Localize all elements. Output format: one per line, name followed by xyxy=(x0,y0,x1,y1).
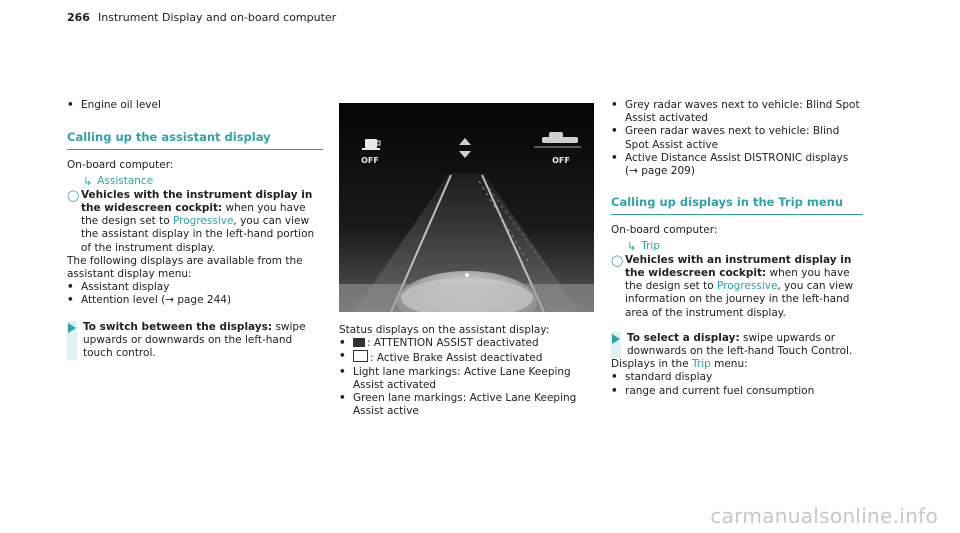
bullet-brake-assist xyxy=(339,350,595,365)
info-note-bold: Vehicles with the instrument display in the widescreen cockpit: xyxy=(81,188,313,215)
info-note-text xyxy=(81,189,323,255)
assistant-display-illustration xyxy=(339,103,594,312)
section-title-assistant: Calling up the assistant display xyxy=(67,131,323,150)
step-arrow-icon xyxy=(68,323,76,333)
info-note-trip-text xyxy=(625,254,863,320)
progressive-link[interactable]: Progressive xyxy=(173,215,234,228)
following-displays-text: The following displays are available from the assistant display menu: xyxy=(67,254,303,281)
watermark: carmanualsonline.info xyxy=(710,504,938,528)
menu-path-assistance[interactable]: Assistance xyxy=(97,174,154,187)
info-bulb-icon: ◯ xyxy=(611,253,624,267)
displays-in-trip xyxy=(611,358,863,371)
bullet-attention-level: • Attention level (→ page 244) xyxy=(67,294,323,307)
section-title-trip: Calling up displays in the Trip menu xyxy=(611,196,863,215)
page-header-title: Instrument Display and on-board computer xyxy=(97,11,337,24)
bullet-standard-display: • standard display xyxy=(611,371,863,384)
onboard-label-trip: On-board computer: xyxy=(611,224,718,237)
step-marker xyxy=(611,332,621,358)
step-select-bold: To select a display: xyxy=(627,331,740,344)
displays-suffix: menu: xyxy=(710,358,748,371)
info-note-text-2: , you can view the assistant display in the left-hand portion of the instrument display. xyxy=(81,215,315,254)
bullet-distronic: • Active Distance Assist DISTRONIC displays (→ page 209) xyxy=(611,152,863,178)
info-bulb-icon: ◯ xyxy=(67,188,80,202)
page-number: 266 xyxy=(67,11,90,24)
trip-link[interactable]: Trip xyxy=(692,358,711,371)
right-status-label: OFF xyxy=(552,156,570,165)
step-select-display xyxy=(611,332,863,358)
bullet-brake-assist-text: : Active Brake Assist deactivated xyxy=(370,352,543,365)
brake-assist-icon xyxy=(353,350,368,362)
column-2-text xyxy=(339,324,595,418)
left-status-label: OFF xyxy=(361,156,379,165)
bullet-green-radar: • Green radar waves next to vehicle: Blind Spot Assist active xyxy=(611,125,863,151)
column-1 xyxy=(67,99,323,360)
bullet-assistant-display: • Assistant display xyxy=(67,281,323,294)
assistant-display-image xyxy=(339,103,594,312)
step-text xyxy=(83,321,323,361)
menu-arrow-icon: ↳ xyxy=(627,239,637,253)
displays-prefix: Displays in the xyxy=(611,358,692,371)
page-header xyxy=(67,11,336,24)
bullet-range-fuel: • range and current fuel consumption xyxy=(611,385,863,398)
onboard-label: On-board computer: xyxy=(67,159,174,172)
info-note xyxy=(67,189,323,255)
info-note-text-1: when you have the design set to xyxy=(81,202,306,228)
bullet-attention-assist-text: : ATTENTION ASSIST deactivated xyxy=(367,337,539,350)
step-switch-displays xyxy=(67,321,323,361)
column-3 xyxy=(611,99,863,398)
step-bold: To switch between the displays: xyxy=(83,320,273,333)
coffee-cup-icon xyxy=(353,338,365,347)
step-marker xyxy=(67,321,77,361)
bullet-engine-oil: • Engine oil level xyxy=(67,99,323,112)
menu-path-trip[interactable]: Trip xyxy=(641,239,660,252)
menu-arrow-icon: ↳ xyxy=(83,174,93,188)
step-body: swipe upwards or downwards on the left-hand touch control. xyxy=(83,320,306,360)
menu-path-trip-row[interactable] xyxy=(627,240,863,253)
info-note-trip-text-1: when you have the design set to xyxy=(625,267,850,293)
bullet-attention-assist xyxy=(339,337,595,350)
bullet-light-lane: • Light lane markings: Active Lane Keeping Assist activated xyxy=(339,366,595,392)
menu-path[interactable] xyxy=(83,175,323,188)
bullet-green-lane: • Green lane markings: Active Lane Keeping Assist active xyxy=(339,392,595,418)
bullet-grey-radar: • Grey radar waves next to vehicle: Blind Spot Assist activated xyxy=(611,99,863,125)
info-note-trip xyxy=(611,254,863,320)
status-intro: Status displays on the assistant display: xyxy=(339,324,550,336)
step-arrow-icon xyxy=(612,334,620,344)
info-note-trip-text-2: , you can view information on the journey in the left-hand area of the instrument display. xyxy=(625,280,854,319)
step-select-text xyxy=(627,332,863,358)
info-note-trip-bold: Vehicles with an instrument display in the widescreen cockpit: xyxy=(625,253,852,280)
step-select-body: swipe upwards or downwards on the left-hand Touch Control. xyxy=(627,331,853,358)
progressive-link-trip[interactable]: Progressive xyxy=(717,280,778,293)
